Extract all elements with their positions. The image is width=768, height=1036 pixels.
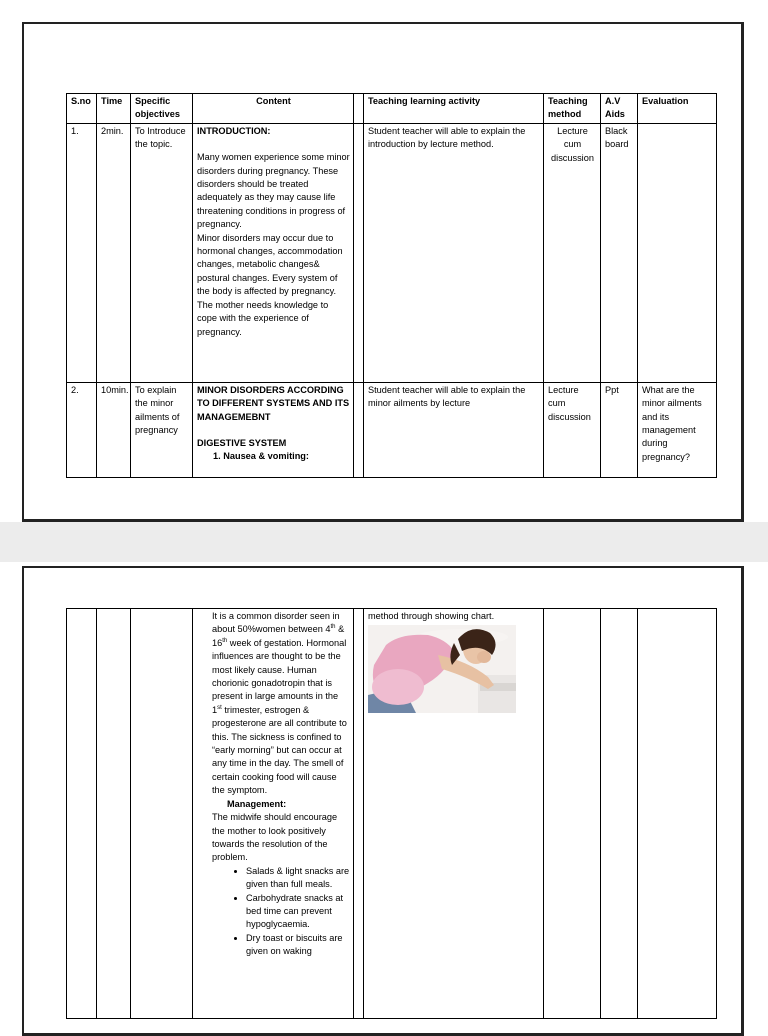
table-row [67, 609, 717, 1019]
cell-objectives [131, 609, 193, 1019]
header-content: Content [193, 94, 354, 124]
header-sno: S.no [67, 94, 97, 124]
content-list-item: 1. Nausea & vomiting: [213, 451, 309, 462]
table-header-row [67, 94, 717, 124]
cell-time: 2min. [97, 123, 131, 382]
pregnant-woman-nausea-image [368, 625, 516, 713]
cell-aids: Ppt [601, 382, 638, 477]
cell-sno: 1. [67, 123, 97, 382]
header-time: Time [97, 94, 131, 124]
cell-time: 10min. [97, 382, 131, 477]
page-gap [0, 522, 768, 562]
header-evaluation: Evaluation [638, 94, 717, 124]
cell-activity [364, 609, 544, 1019]
content-paragraph: Minor disorders may occur due to hormonal changes, accommodation changes, metabolic changes& postural changes. Every system of the body is affected by pregnancy. The mother needs knowledge to cope with the experience of pregnancy. [197, 232, 343, 337]
cell-evaluation [638, 123, 717, 382]
list-item: • Salads & light snacks are given than full meals. [246, 865, 350, 892]
cell-spacer [354, 123, 364, 382]
cell-activity: Student teacher will able to explain the introduction by lecture method. [364, 123, 544, 382]
cell-aids: Black board [601, 123, 638, 382]
content-subheading: DIGESTIVE SYSTEM [197, 438, 287, 449]
cell-evaluation [638, 609, 717, 1019]
cell-content [193, 123, 354, 382]
cell-spacer [354, 609, 364, 1019]
header-objectives: Specific objectives [131, 94, 193, 124]
content-heading: INTRODUCTION: [197, 125, 271, 136]
management-list [212, 865, 350, 959]
cell-method: Lecture cum discussion [544, 382, 601, 477]
table-row [67, 123, 717, 382]
cell-aids [601, 609, 638, 1019]
cell-sno: 2. [67, 382, 97, 477]
cell-evaluation: What are the minor ailments and its management during pregnancy? [638, 382, 717, 477]
lesson-plan-table-page-2 [66, 608, 717, 1019]
activity-text: method through showing chart. [368, 611, 495, 621]
lesson-plan-table-page-1 [66, 93, 717, 478]
content-heading: MINOR DISORDERS ACCORDING TO DIFFERENT SYSTEMS AND ITS MANAGEMEBNT [197, 384, 350, 422]
cell-method [544, 609, 601, 1019]
content-paragraph: It is a common disorder seen in about 50%women between 4th & 16th week of gestation. Hormonal influences are thought to be the most likely cause. Human chorionic gonadotropin that is present in large amounts in the 1st trimester, estrogen & progesterone are all contribute to this. The sickness is confined to “early morning” but can occur at any time in the day. The smell of certain cooking food will cause the symptom. [212, 611, 347, 796]
cell-objectives: To Introduce the topic. [131, 123, 193, 382]
cell-content [193, 382, 354, 477]
cell-spacer [354, 382, 364, 477]
list-item: • Dry toast or biscuits are given on waking [246, 932, 350, 959]
header-aids: A.V Aids [601, 94, 638, 124]
cell-content [193, 609, 354, 1019]
cell-method: Lecture cum discussion [544, 123, 601, 382]
table-row [67, 382, 717, 477]
list-item: • Carbohydrate snacks at bed time can prevent hypoglycaemia. [246, 892, 350, 932]
management-heading: Management: [227, 798, 287, 809]
header-method: Teaching method [544, 94, 601, 124]
cell-time [97, 609, 131, 1019]
management-text: The midwife should encourage the mother to look positively towards the resolution of the problem. [212, 812, 338, 863]
header-activity: Teaching learning activity [364, 94, 544, 124]
cell-sno [67, 609, 97, 1019]
cell-activity: Student teacher will able to explain the minor ailments by lecture [364, 382, 544, 477]
header-spacer [354, 94, 364, 124]
content-paragraph: Many women experience some minor disorders during pregnancy. These disorders should be treated adequately as they may cause life threatening conditions in progress of pregnancy. [197, 152, 350, 230]
cell-objectives: To explain the minor ailments of pregnancy [131, 382, 193, 477]
